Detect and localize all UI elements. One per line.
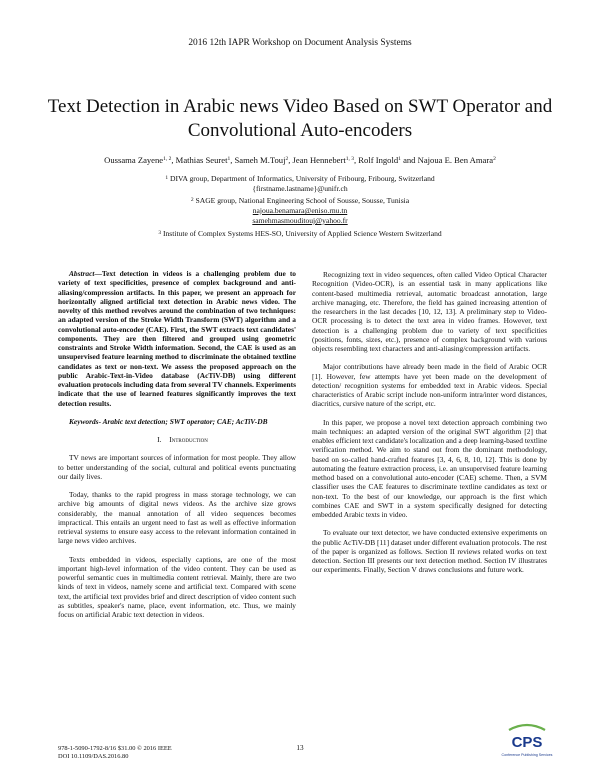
abstract — [58, 269, 296, 408]
author-sup: 2 — [493, 156, 496, 162]
author-sup: 1, 3 — [345, 156, 354, 162]
author-list: Oussama Zayene$^{1, 2}$, Mathias Seuret$^1$, Sameh M.Touj$^2$, Jean Hennebert$^{1, 3}$, Rolf Ingold$^1$ and Najoua E. Ben Amara$^2$ — [104, 155, 496, 165]
author-sup: 2 — [285, 156, 289, 162]
body-paragraph: TV news are important sources of information for most people. They allow to better understanding of the social, cultural and political events punctuating our daily lives. — [58, 453, 296, 481]
affiliation-text: Institute of Complex Systems HES-SO, University of Applied Science Western Switzerland — [162, 229, 442, 238]
page-number: 13 — [296, 744, 304, 752]
cps-logo-icon — [501, 722, 553, 760]
author-name: Jean Hennebert — [292, 155, 346, 165]
affiliation-3 — [80, 229, 520, 239]
affiliation-text: SAGE group, National Engineering School of Sousse, Sousse, Tunisia — [195, 196, 410, 205]
paper-title: Text Detection in Arabic news Video Based on SWT Operator and Convolutional Auto-encoders — [47, 96, 553, 141]
affiliation-number: 2 — [190, 197, 194, 203]
affiliation-text: DIVA group, Department of Informatics, University of Fribourg, Fribourg, Switzerland — [169, 174, 435, 183]
body-paragraph: Today, thanks to the rapid progress in mass storage technology, we can archive big amounts of digital news videos. As the archive size grows considerably, the manual annotation of all video sequences becomes impractical. This entails an urgent need to fast as well as effective information retrieval systems to ensure easy access to the relevant information contained in large news video archives. — [58, 490, 296, 546]
section-title: Introduction — [169, 435, 208, 444]
affiliation-email: {firstname.lastname}@unifr.ch — [252, 184, 348, 193]
author-sup: 1, 2 — [163, 156, 172, 162]
affiliation-number: 3 — [158, 230, 162, 236]
affiliation-1 — [80, 174, 520, 194]
affiliation-number: 1 — [165, 175, 169, 181]
svg-text:Conference Publishing Services: Conference Publishing Services — [501, 753, 553, 757]
author-name: Oussama Zayene — [104, 155, 164, 165]
svg-text:CPS: CPS — [511, 734, 543, 751]
section-heading — [58, 435, 296, 444]
email-link[interactable]: najoua.benamara@eniso.rnu.tn — [252, 206, 348, 215]
author-name: Mathias Seuret — [175, 155, 228, 165]
conference-header: 2016 12th IAPR Workshop on Document Analysis Systems — [188, 38, 412, 48]
doi-line: DOI 10.1109/DAS.2016.80 — [58, 752, 129, 760]
author-name: Rolf Ingold — [358, 155, 399, 165]
section-number: I. — [157, 435, 162, 444]
body-paragraph: Recognizing text in video sequences, often called Video Optical Character Recognition (Video-OCR), is an essential task in many applications like content-based multimedia retrieval, automatic broadcast annotation, large archive managing, etc. Therefore, the field has gained increasing attention of the researchers in the last decades [10, 12, 13]. A preliminary step to Video-OCR processing is to detect the text area in video frames. However, text detection is a challenging problem due to variety of text specificities (positions, fonts, sizes, etc.), presence of complex background with various objects resembling text characters and anti-aliasing/compression artifacts. — [312, 270, 547, 353]
left-column — [58, 269, 296, 619]
author-name: Najoua E. Ben Amara — [417, 155, 494, 165]
body-paragraph: Texts embedded in videos, especially captions, are one of the most important high-level information of the video content. They can be used as powerful semantic cues in multimedia content retrieval. Mainly, there are two kinds of text in videos, namely scene and artificial text. Compared with scene text, the artificial text provides brief and direct description of video content such as subtitles, speaker's name, place, event information, etc. Thus, we mainly focus on artificial Arabic text detection in videos. — [58, 554, 296, 619]
isbn-line: 978-1-5090-1792-8/16 $31.00 © 2016 IEEE — [58, 745, 172, 752]
cps-logo — [501, 722, 553, 760]
right-column — [312, 270, 547, 575]
body-paragraph: In this paper, we propose a novel text detection approach combining two main techniques: an adapted version of the original SWT algorithm [2] that enables efficient text candidate's localization and a deep learning-based textline verification method. We aim to stand out from the dominant methodology, based on so-called hand-crafted features [3, 4, 6, 8, 10, 12]. This is done by automating the feature extraction process, i.e. an unsupervised feature learning method based on a convolutional auto-encoder (CAE) scheme. Then, a SVM classifier uses the CAE features to discriminate textline candidates as text or non-text. To the best of our knowledge, our approach is the first which combines CAE and SWT in a system specifically designed for detecting embedded Arabic texts in video. — [312, 417, 547, 519]
affiliation-2 — [80, 196, 520, 226]
author-name: Sameh M.Touj — [234, 155, 286, 165]
abstract-label: Abstract — [69, 269, 95, 278]
email-link[interactable]: samehmasmouditouj@yahoo.fr — [252, 216, 348, 225]
keywords: Keywords- Arabic text detection; SWT operator; CAE; AcTiV-DB — [69, 416, 268, 426]
abstract-text: —Text detection in videos is a challenging problem due to variety of text specificities, presence of complex background and anti-aliasing/compression artifacts. In this paper, we present an approach for horizontally aligned artificial text detection in Arabic news video. The novelty of this method revolves around the combination of two techniques: an adapted version of the Stroke Width Transform (SWT) algorithm and a convolutional auto-encoder (CAE). First, the SWT extracts text candidates' components. They are then filtered and grouped using geometric constraints and Stroke Width information. Second, the CAE is used as an unsupervised feature learning method to discriminate the obtained textline candidates as text or non-text. We assess the proposed approach on the public Arabic-Text-in-Video database (AcTiV-DB) using different evaluation protocols including data from several TV channels. Experiments indicate that the use of learned features significantly improves the text detection results. — [58, 269, 296, 408]
author-sup: 1 — [227, 156, 231, 162]
body-paragraph: To evaluate our text detector, we have conducted extensive experiments on the public AcTiV-DB [11] dataset under different evaluation protocols. The rest of the paper is organized as follows. Section II reviews related works on text detection. Section III presents our text detection method. Section IV illustrates our experiments. Finally, Section V draws conclusions and future work. — [312, 528, 547, 575]
author-sup: 1 — [398, 156, 401, 162]
body-paragraph: Major contributions have already been made in the field of Arabic OCR [1]. However, few attempts have yet been made on the development of detection/ recognition systems for embedded text in Arabic videos. Special characteristics of Arabic script include non-uniform intra/inter word distances, diacritics, cursive nature of the script, etc. — [312, 362, 547, 409]
